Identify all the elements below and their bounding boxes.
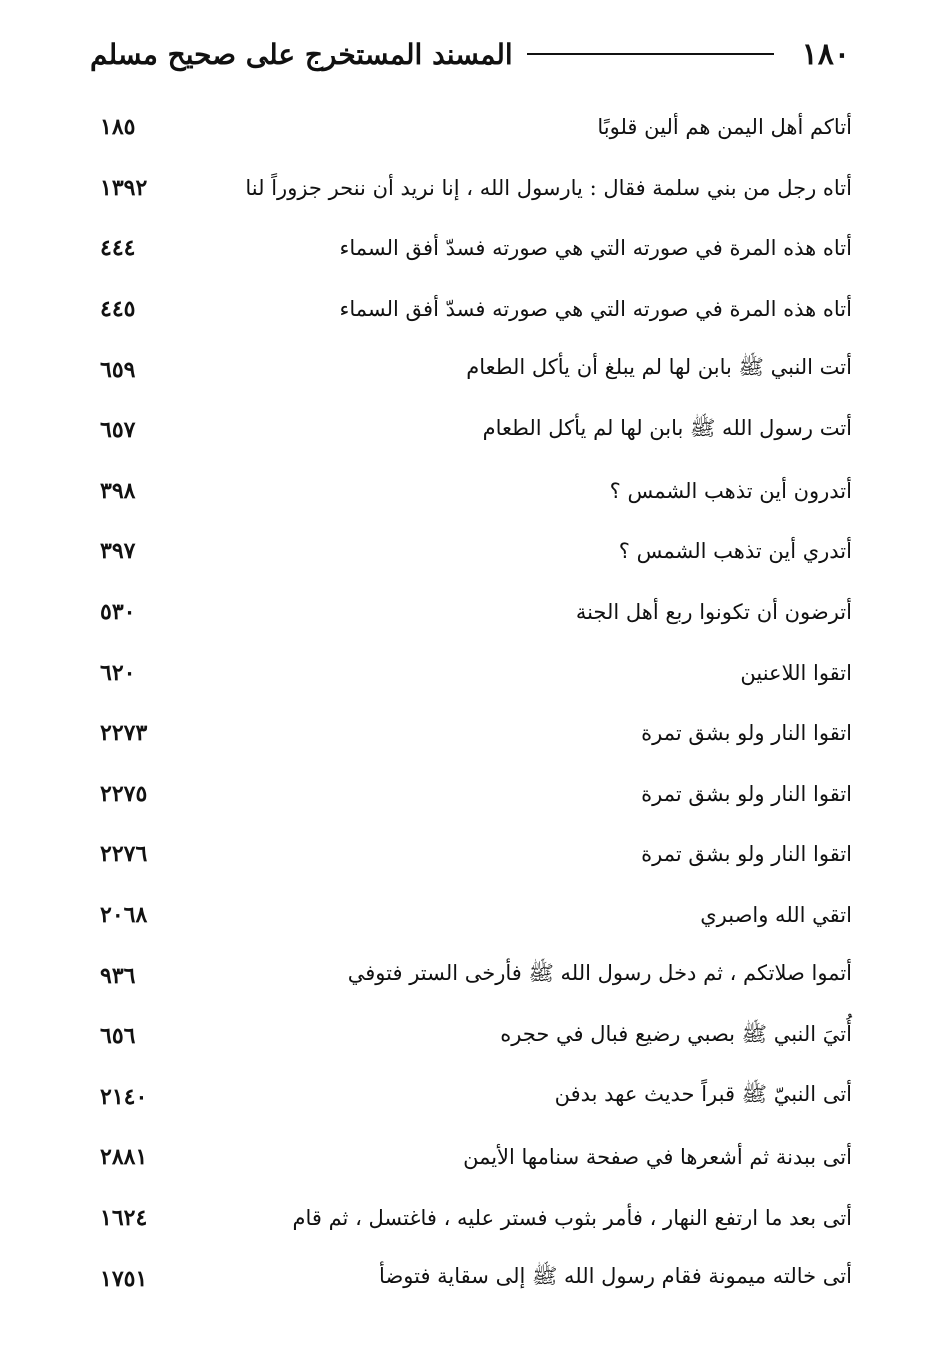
index-row (100, 1067, 852, 1128)
hadith-number: ٦٥٩ (100, 356, 136, 383)
hadith-number: ٤٤٥ (100, 296, 136, 323)
hadith-number: ٥٣٠ (100, 599, 136, 626)
page-number: ١٨٠ (801, 36, 850, 72)
hadith-text: أتموا صلاتكم ، ثم دخل رسول الله ﷺ فأرخى الستر فتوفي (347, 961, 852, 986)
hadith-text: أتاه هذه المرة في صورته التي هي صورته فسدّ أفق السماء (339, 297, 852, 322)
hadith-text: أتدري أين تذهب الشمس ؟ (618, 539, 852, 564)
index-row (100, 218, 852, 279)
index-row (100, 1248, 852, 1309)
index-row (100, 339, 852, 400)
hadith-number: ١٦٢٤ (100, 1204, 148, 1231)
index-row (100, 1006, 852, 1067)
index-row (100, 642, 852, 703)
hadith-text: أتاه هذه المرة في صورته التي هي صورته فسدّ أفق السماء (339, 236, 852, 261)
index-row (100, 824, 852, 885)
index-row (100, 1188, 852, 1249)
header-rule (527, 53, 774, 55)
index-row (100, 945, 852, 1006)
hadith-number: ٩٣٦ (100, 962, 136, 989)
index-row (100, 885, 852, 946)
index-row (100, 97, 852, 158)
index-row (100, 279, 852, 340)
hadith-number: ٢٢٧٣ (100, 720, 148, 747)
hadith-text: أترضون أن تكونوا ربع أهل الجنة (575, 600, 852, 625)
hadith-number: ٢٢٧٦ (100, 841, 148, 868)
index-row (100, 764, 852, 825)
index-row (100, 521, 852, 582)
hadith-number: ٢١٤٠ (100, 1083, 148, 1110)
index-row (100, 461, 852, 522)
hadith-number: ٦٥٧ (100, 417, 136, 444)
hadith-text: أتاه رجل من بني سلمة فقال : يارسول الله ، إنا نريد أن ننحر جزوراً لنا (245, 175, 852, 200)
page-header (90, 32, 850, 76)
hadith-text: اتقوا النار ولو بشق تمرة (641, 721, 852, 746)
hadith-number: ٦٢٠ (100, 659, 136, 686)
index-row (100, 703, 852, 764)
hadith-number: ١٣٩٢ (100, 174, 148, 201)
hadith-number: ٣٩٨ (100, 477, 136, 504)
index-row (100, 582, 852, 643)
hadith-text: اتقوا النار ولو بشق تمرة (641, 781, 852, 806)
hadith-text: أتدرون أين تذهب الشمس ؟ (609, 478, 852, 503)
hadith-text: أُتيَ النبي ﷺ بصبي رضيع فبال في حجره (500, 1021, 852, 1046)
index-row (100, 1127, 852, 1188)
hadith-number: ٢٠٦٨ (100, 902, 148, 929)
hadith-number: ٢٨٨١ (100, 1144, 148, 1171)
hadith-text: أتى بعد ما ارتفع النهار ، فأمر بثوب فستر عليه ، فاغتسل ، ثم قام (292, 1205, 852, 1230)
hadith-text: اتقي الله واصبري (700, 903, 852, 928)
hadith-number: ٤٤٤ (100, 235, 136, 262)
hadith-text: اتقوا النار ولو بشق تمرة (641, 842, 852, 867)
hadith-text: أتت النبي ﷺ بابن لها لم يبلغ أن يأكل الطعام (466, 355, 852, 380)
hadith-text: اتقوا اللاعنين (740, 660, 852, 685)
hadith-number: ١٧٥١ (100, 1265, 148, 1292)
index-row (100, 158, 852, 219)
hadith-number: ١٨٥ (100, 114, 136, 141)
hadith-number: ٦٥٦ (100, 1023, 136, 1050)
hadith-number: ٣٩٧ (100, 538, 136, 565)
hadith-text: أتى خالته ميمونة فقام رسول الله ﷺ إلى سقاية فتوضأ (379, 1264, 852, 1289)
hadith-text: أتى ببدنة ثم أشعرها في صفحة سنامها الأيمن (463, 1145, 852, 1170)
running-title: المسند المستخرج على صحيح مسلم (90, 37, 513, 71)
hadith-text: أتاكم أهل اليمن هم ألين قلوبًا (597, 115, 852, 140)
hadith-number: ٢٢٧٥ (100, 780, 148, 807)
hadith-index-list (100, 97, 852, 1309)
hadith-text: أتت رسول الله ﷺ بابن لها لم يأكل الطعام (482, 415, 852, 440)
index-row (100, 400, 852, 461)
hadith-text: أتى النبيّ ﷺ قبراً حديث عهد بدفن (554, 1082, 852, 1107)
